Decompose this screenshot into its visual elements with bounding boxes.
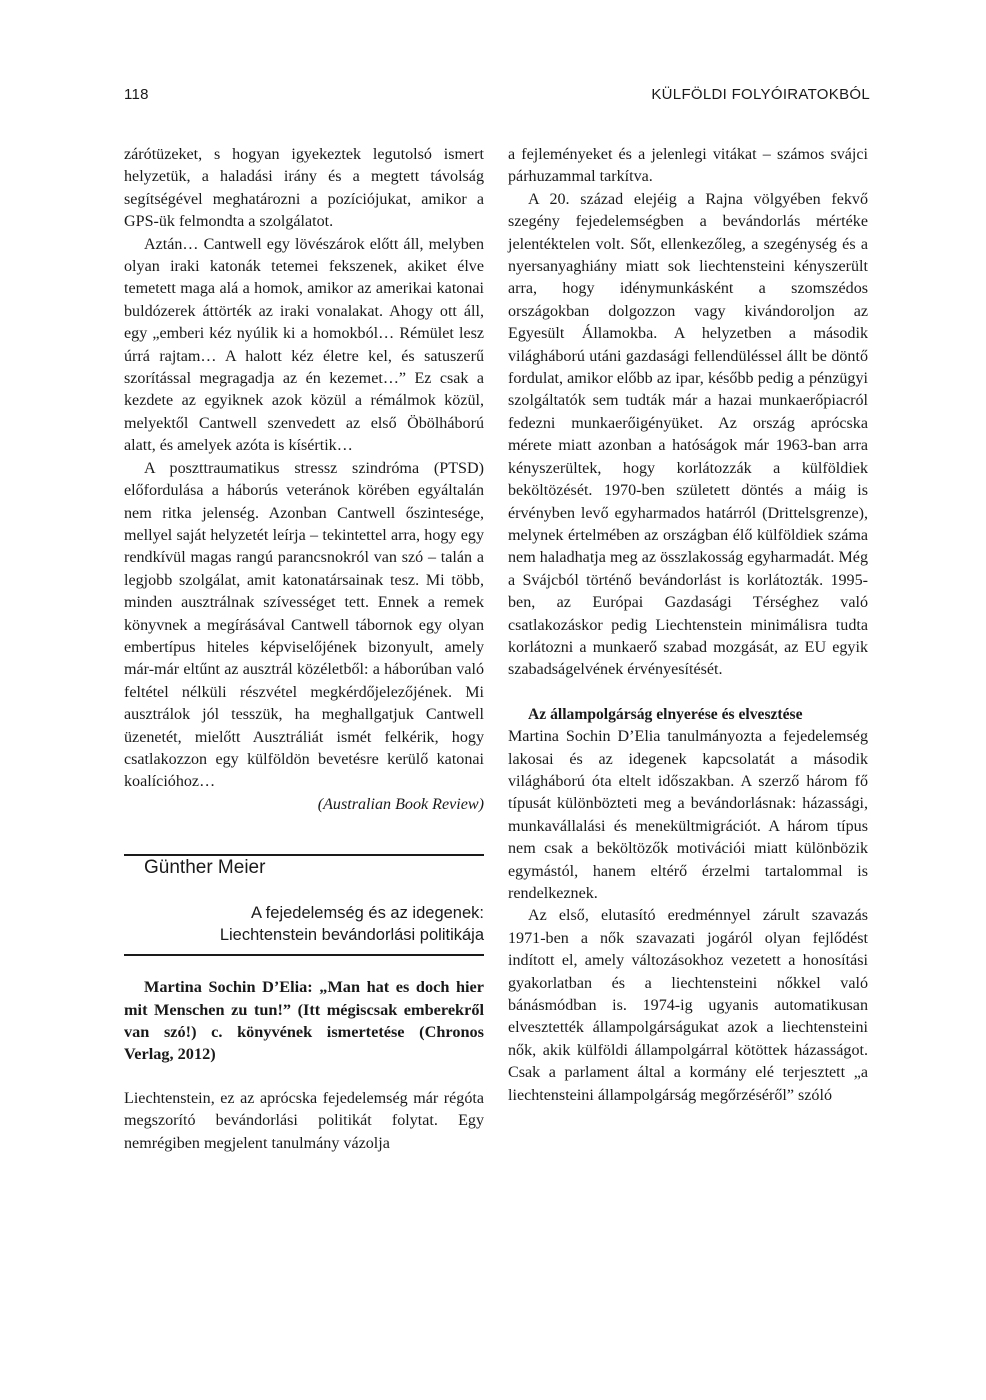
page-number: 118	[124, 86, 149, 103]
right-column	[508, 144, 868, 1107]
body-paragraph: A 20. század elejéig a Rajna völgyében fekvő szegény fejedelemségben a bevándorlás mértéke jelentéktelen volt. Sőt, ellenkezőleg, a szegénység és a nyersanyaghiány miatt sok liechtensteini kényszerült arra, hogy idénymunkásként a szomszédos országokban dolgozzon vagy kivándoroljon az Egyesült Államokba. A helyzetben a második világháború utáni gazdasági fellendüléssel állt be döntő fordulat, amikor előbb az ipar, később pedig a pénzügyi szolgáltatók sem tudták már a hazai munkaerőpiacról fedezni munkaerőigényüket. Az ország aprócska mérete miatt azonban a hatóságok már 1963-ban arra kényszerültek, hogy korlátozzák a külföldiek beköltözését. 1970-ben született döntés a máig is érvényben levő egyharmados határról (Drittelsgrenze), melynek értelmében az országban élő külföldiek száma nem haladhatja meg az összlakosság egyharmadát. Még a Svájcból történő bevándorlást is korlátozták. 1995-ben, az Európai Gazdasági Térséghez való csatlakozáskor pedig Liechtenstein minimálisra tudta korlátozni a munkaerő szabad mozgását, az EU egyik szabadságelvének érvényesítését.	[508, 190, 868, 679]
article-title-line: A fejedelemség és az idegenek:	[251, 904, 484, 923]
body-paragraph: A poszttraumatikus stressz szindróma (PTSD) előfordulása a háborús veteránok körében egyáltalán nem ritka jelenség. Azonban Cantwell őszintesége, mellyel saját helyzetét leírja – tekintettel arra, hogy egy rendkívül magas rangú parancsnokról van szó – talán a legjobb szolgálat, amit katonatársainak tesz. Mi több, minden ausztrálnak szívességet tett. Ennek a remek könyvnek a megírásával Cantwell tábornok egy olyan embertípus hiteles képviselőjének bizonyult, amely már-már eltűnt az ausztrál közéletből: a háborúban való feltétel nélküli részvétel megkérdőjelezőjének. Mi ausztrálok jól tesszük, ha meghallgatjuk Cantwell üzenetét, mielőtt Ausztráliát ismét felkérik, hogy csatlakozzon egy külföldön bevetésre kerülő katonai koalícióhoz…	[124, 459, 484, 791]
subheading: Az állampolgárság elnyerése és elvesztése	[528, 705, 803, 723]
article-author: Günther Meier	[144, 857, 266, 879]
body-paragraph: zárótüzeket, s hogyan igyekeztek legutolsó ismert helyzetük, a haladási irány és a megtett távolság segítségével meghatározni a pozíciójukat, amikor a GPS-ük felmondta a szolgálatot.	[124, 146, 484, 231]
left-column	[124, 144, 484, 1155]
article-title-line: Liechtenstein bevándorlási politikája	[219, 926, 484, 945]
source-citation: (Australian Book Review)	[317, 795, 484, 813]
body-paragraph: Az első, elutasító eredménnyel zárult szavazás 1971-ben a nők szavazati jogáról olyan fejlődést indított el, amely változásokhoz vezetett a honosítási gyakorlatban és a liechtensteini nőkkel való bánásmódban is. 1974-ig ugyanis automatikusan elvesztették állampolgárságukat azok a liechtensteini nők, akik külföldi állampolgárral kötöttek házasságot. Csak a parlament által a kormány elé terjesztett „a liechtensteini állampolgárság megőrzéséről” szóló	[508, 907, 868, 1104]
body-paragraph: a fejleményeket és a jelenlegi vitákat – számos svájci párhuzammal tarkítva.	[508, 146, 868, 186]
body-paragraph: Martina Sochin D’Elia tanulmányozta a fejedelemség lakosai és az idegenek kapcsolatát a második világháború óta eltelt időszakban. A szerző három fő típusát különbözteti meg a bevándorlásnak: házassági, munkavállalási és menekültmigrációt. A három típus nem csak a beköltözők motivációi miatt különbözik egymástól, hanem eltérő érzelmi tartalommal is rendelkeznek.	[508, 728, 868, 902]
book-reference: Martina Sochin D’Elia: „Man hat es doch hier mit Menschen zu tun!” (Itt mégiscsak emberekről van szó!) c. könyvének ismertetése (Chronos Verlag, 2012)	[124, 977, 484, 1064]
section-title: KÜLFÖLDI FOLYÓIRATOKBÓL	[651, 86, 870, 103]
body-paragraph: Aztán… Cantwell egy lövészárok előtt áll, melyben olyan iraki katonák tetemei fekszenek, akiket élve temetett maga alá a homok, amikor az amerikai katonai buldózerek áttörték az iraki vonalakat. Ahogy ott áll, egy „emberi kéz nyúlik ki a homokból… Rémület lesz úrrá rajtam… A halott kéz életre kel, és satuszerű szorítással megragadja az én kezemet…” Ez csak a kezdete az egyiknek azok közül a rémálmok közül, melyektől Cantwell szenvedett az első Öbölháború alatt, és amelyek azóta is kísértik…	[124, 235, 484, 455]
intro-paragraph: Liechtenstein, ez az aprócska fejedelemség már régóta megszorító bevándorlási politikát folytat. Egy nemrégiben megjelent tanulmány vázolja	[124, 1089, 484, 1152]
